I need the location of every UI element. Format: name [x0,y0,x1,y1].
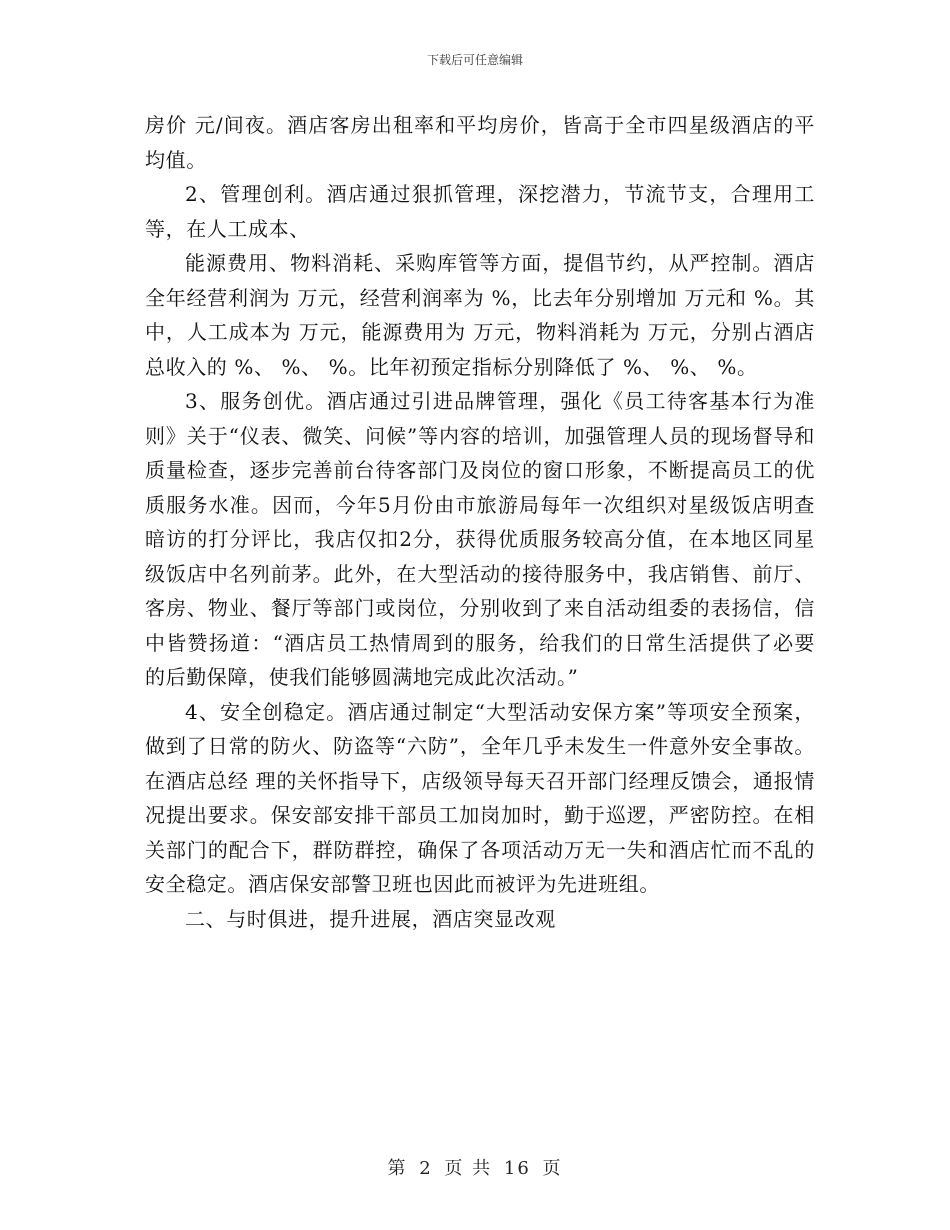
header-note: 下载后可任意编辑 [426,53,523,67]
footer-mid: 页 共 [444,1158,493,1179]
footer-page-number: 2 [419,1158,433,1179]
footer-suffix: 页 [542,1158,563,1179]
section-heading-two: 二、与时俱进，提升进展，酒店突显改观 [185,906,556,931]
paragraph-safety-stability: 4、安全创稳定。酒店通过制定“大型活动安保方案”等项安全预案，做到了日常的防火、防盗等“六防”，全年几乎未发生一件意外安全事故。在酒店总经 理的关怀指导下，店级领导每天召开部门经理反馈会，通报情况提出要求。保安部安排干部员工加岗加时，勤于巡逻，严密防控。在相关部门的配合下，群防群控，确保了各项活动万无一失和酒店忙而不乱的安全稳定。酒店保安部警卫班也因此而被评为先进班组。 [145,699,815,896]
page-footer [0,1158,950,1180]
paragraph-cost-control: 能源费用、物料消耗、采购库管等方面，提倡节约，从严控制。酒店全年经营利润为 万元，经营利润率为 %，比去年分别增加 万元和 %。其中，人工成本为 万元，能源费用为 万元，物料消耗为 万元，分别占酒店总收入的 %、 %、 %。比年初预定指标分别降低了 %、 %、 %。 [145,251,815,379]
footer-prefix: 第 [387,1158,408,1179]
footer-total-pages: 16 [503,1158,531,1179]
paragraph-management-profit: 2、管理创利。酒店通过狠抓管理，深挖潜力，节流节支，合理用工等，在人工成本、 [145,182,815,241]
document-body [145,108,815,936]
paragraph-service-excellence: 3、服务创优。酒店通过引进品牌管理，强化《员工待客基本行为准则》关于“仪表、微笑、问候”等内容的培训，加强管理人员的现场督导和质量检查，逐步完善前台待客部门及岗位的窗口形象，不断提高员工的优质服务水准。因而，今年5月份由市旅游局每年一次组织对星级饭店明查暗访的打分评比，我店仅扣2分，获得优质服务较高分值，在本地区同星级饭店中名列前茅。此外，在大型活动的接待服务中，我店销售、前厅、客房、物业、餐厅等部门或岗位，分别收到了来自活动组委的表扬信，信中皆赞扬道：“酒店员工热情周到的服务，给我们的日常生活提供了必要的后勤保障，使我们能够圆满地完成此次活动。” [145,389,815,689]
paragraph-room-rate: 房价 元/间夜。酒店客房出租率和平均房价，皆高于全市四星级酒店的平均值。 [145,113,815,172]
